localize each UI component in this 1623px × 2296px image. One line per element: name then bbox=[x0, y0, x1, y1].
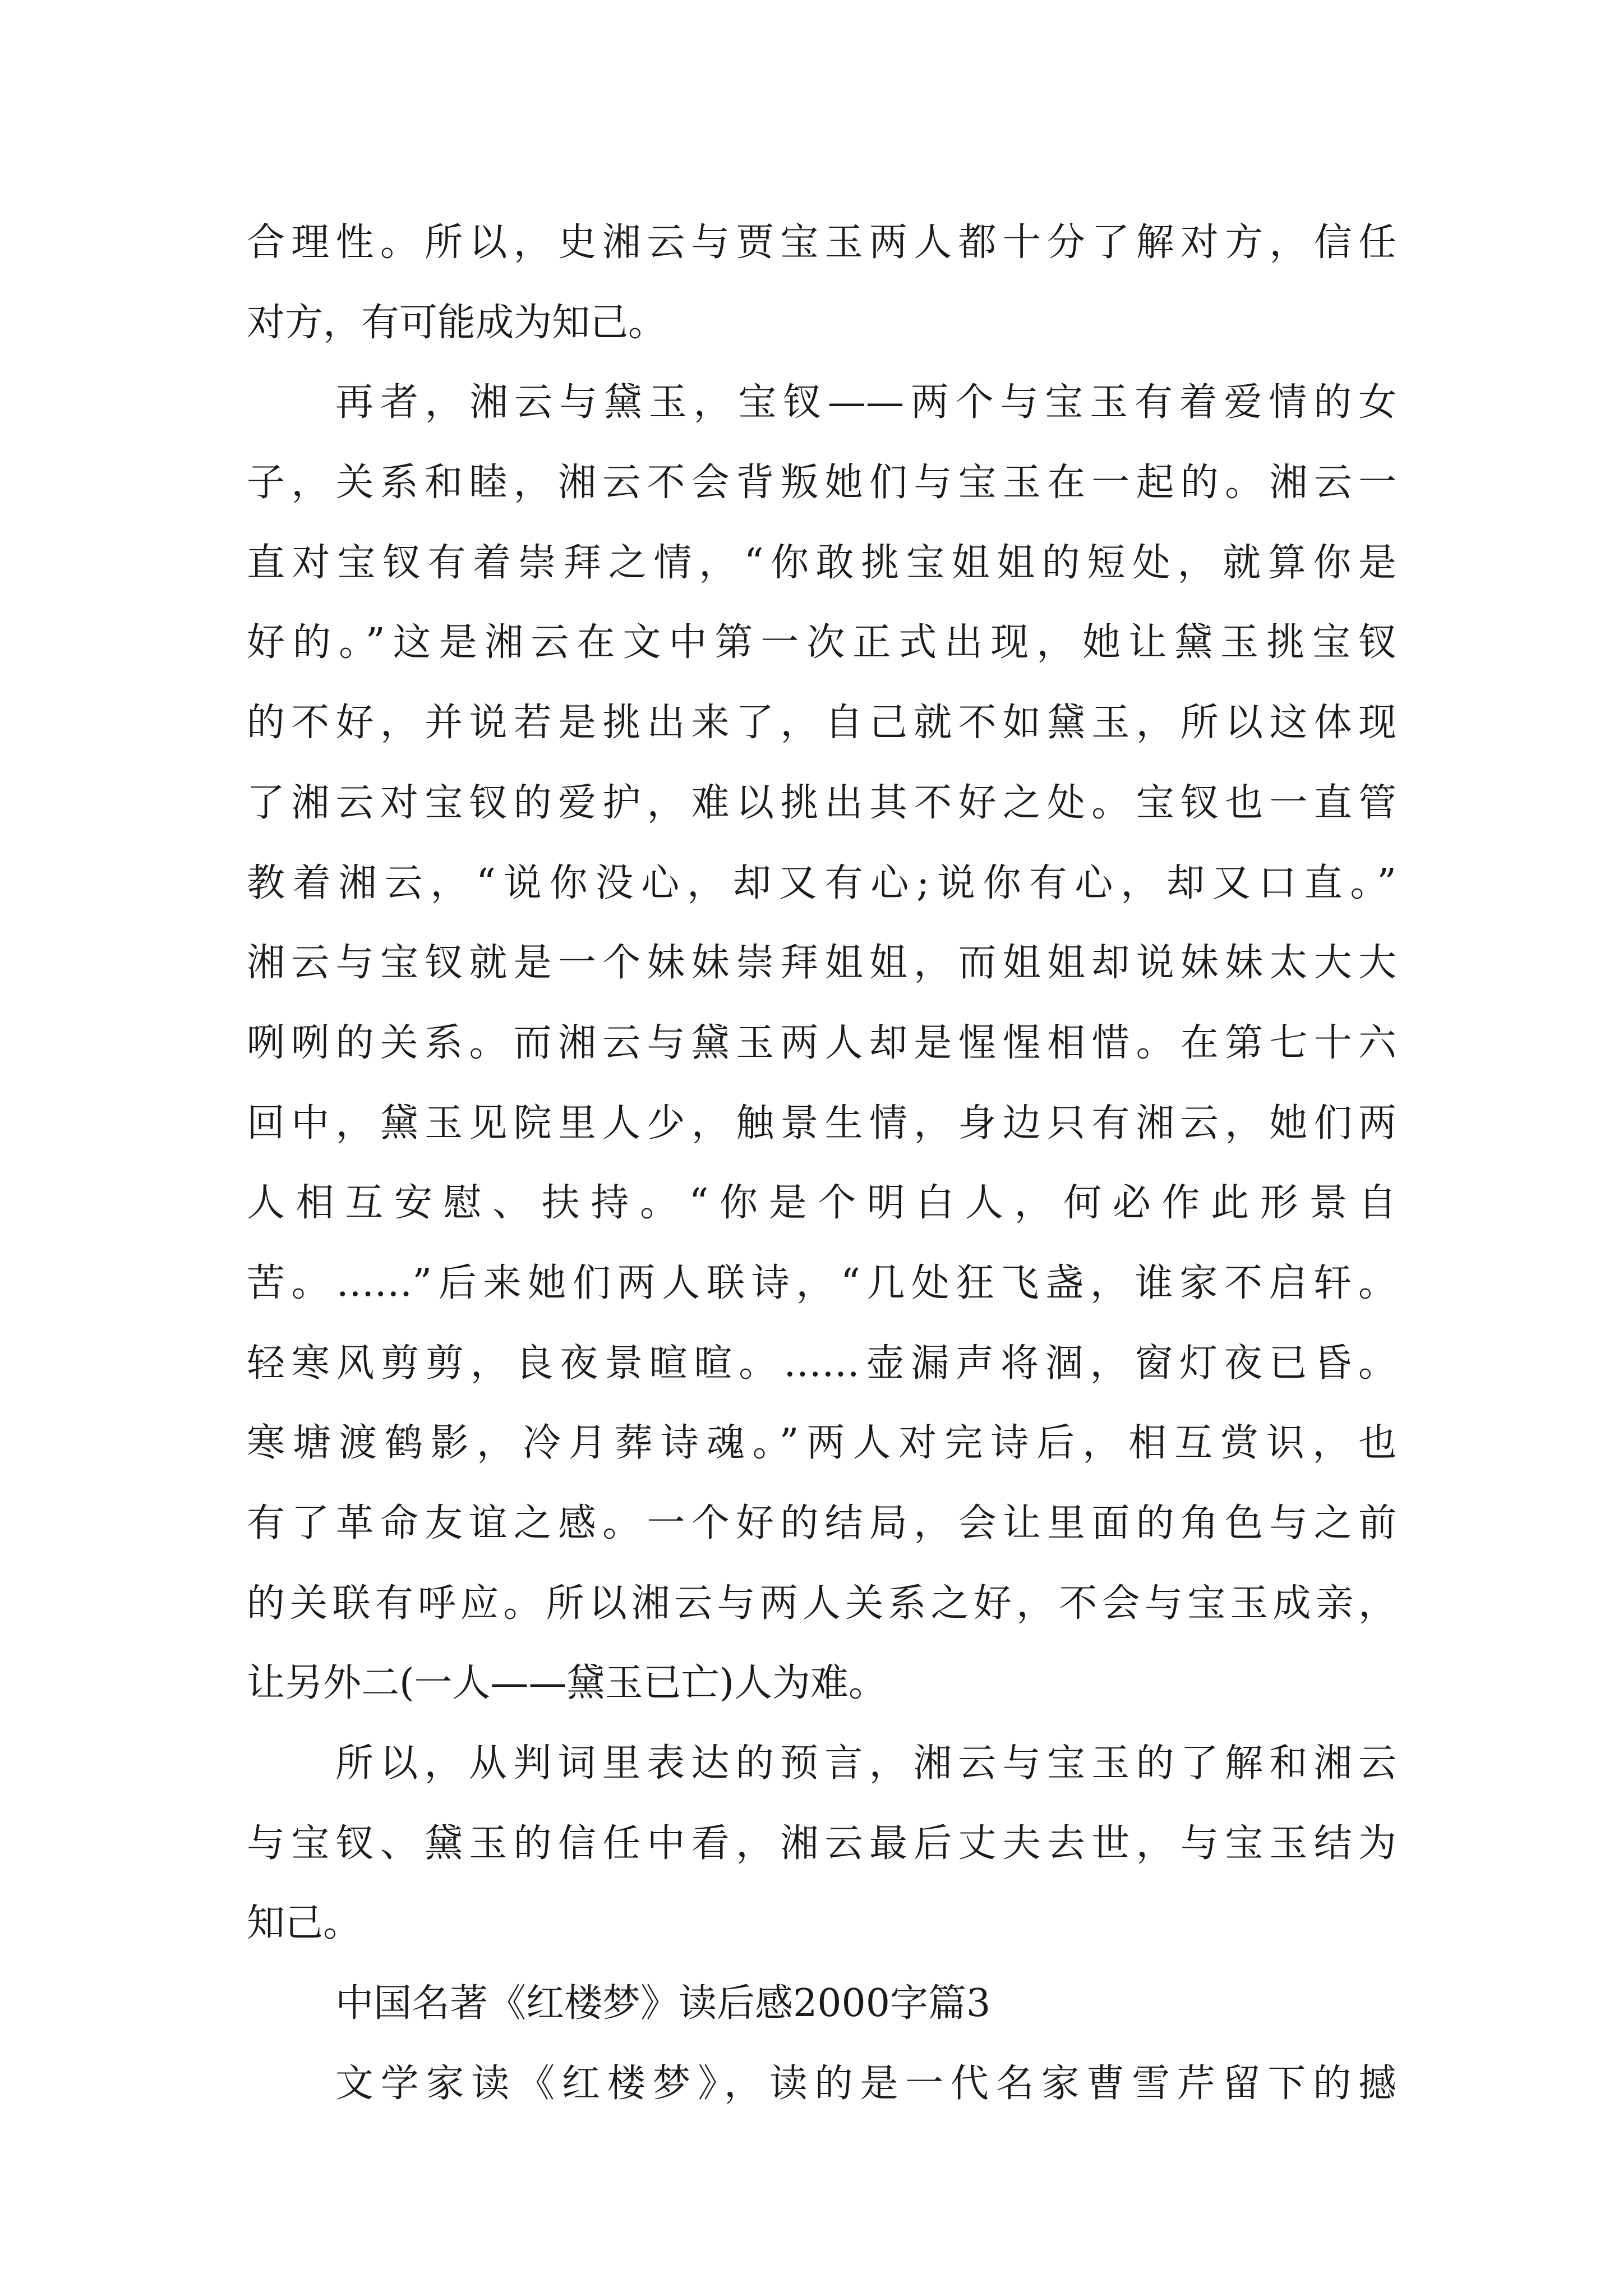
text-line: 的关联有呼应。所以湘云与两人关系之好，不会与宝玉成亲， bbox=[247, 1581, 1396, 1626]
text-line: 的不好，并说若是挑出来了，自己就不如黛玉，所以这体现 bbox=[247, 701, 1396, 746]
text-line: 咧咧的关系。而湘云与黛玉两人却是惺惺相惜。在第七十六 bbox=[247, 1020, 1396, 1065]
text-line: 有了革命友谊之感。一个好的结局，会让里面的角色与之前 bbox=[247, 1501, 1396, 1545]
text-line: 合理性。所以，史湘云与贾宝玉两人都十分了解对方，信任 bbox=[247, 220, 1396, 265]
text-line: 让另外二(一人——黛玉已亡)人为难。 bbox=[247, 1661, 887, 1706]
text-line: 湘云与宝钗就是一个妹妹崇拜姐姐，而姐姐却说妹妹太大大 bbox=[247, 941, 1396, 986]
text-line: 寒塘渡鹤影，冷月葬诗魂。”两人对完诗后，相互赏识，也 bbox=[247, 1421, 1396, 1466]
text-line: 人相互安慰、扶持。“你是个明白人，何必作此形景自 bbox=[247, 1181, 1396, 1226]
text-line: 子，关系和睦，湘云不会背叛她们与宝玉在一起的。湘云一 bbox=[247, 461, 1396, 505]
text-line: 与宝钗、黛玉的信任中看，湘云最后丈夫去世，与宝玉结为 bbox=[247, 1821, 1396, 1866]
text-line: 好的。”这是湘云在文中第一次正式出现，她让黛玉挑宝钗 bbox=[247, 620, 1396, 665]
section-heading: 中国名著《红楼梦》读后感2000字篇3 bbox=[335, 1981, 991, 2026]
text-line: 了湘云对宝钗的爱护，难以挑出其不好之处。宝钗也一直管 bbox=[247, 780, 1396, 825]
body-text bbox=[247, 203, 1396, 2124]
paragraph-first-line: 文学家读《红楼梦》，读的是一代名家曹雪芹留下的撼 bbox=[335, 2061, 1396, 2106]
text-line: 对方，有可能成为知己。 bbox=[247, 300, 667, 345]
paragraph-first-line: 所以，从判词里表达的预言，湘云与宝玉的了解和湘云 bbox=[335, 1741, 1396, 1786]
text-line: 教着湘云，“说你没心，却又有心;说你有心，却又口直。” bbox=[247, 861, 1396, 905]
paragraph-first-line: 再者，湘云与黛玉，宝钗——两个与宝玉有着爱情的女 bbox=[335, 380, 1396, 425]
text-line: 知己。 bbox=[247, 1901, 362, 1946]
text-line: 直对宝钗有着崇拜之情，“你敢挑宝姐姐的短处，就算你是 bbox=[247, 540, 1396, 585]
text-line: 轻寒风剪剪，良夜景暄暄。……壶漏声将涸，窗灯夜已昏。 bbox=[247, 1341, 1396, 1386]
text-line: 回中，黛玉见院里人少，触景生情，身边只有湘云，她们两 bbox=[247, 1101, 1396, 1145]
text-line: 苦。……”后来她们两人联诗，“几处狂飞盏，谁家不启轩。 bbox=[247, 1260, 1396, 1305]
